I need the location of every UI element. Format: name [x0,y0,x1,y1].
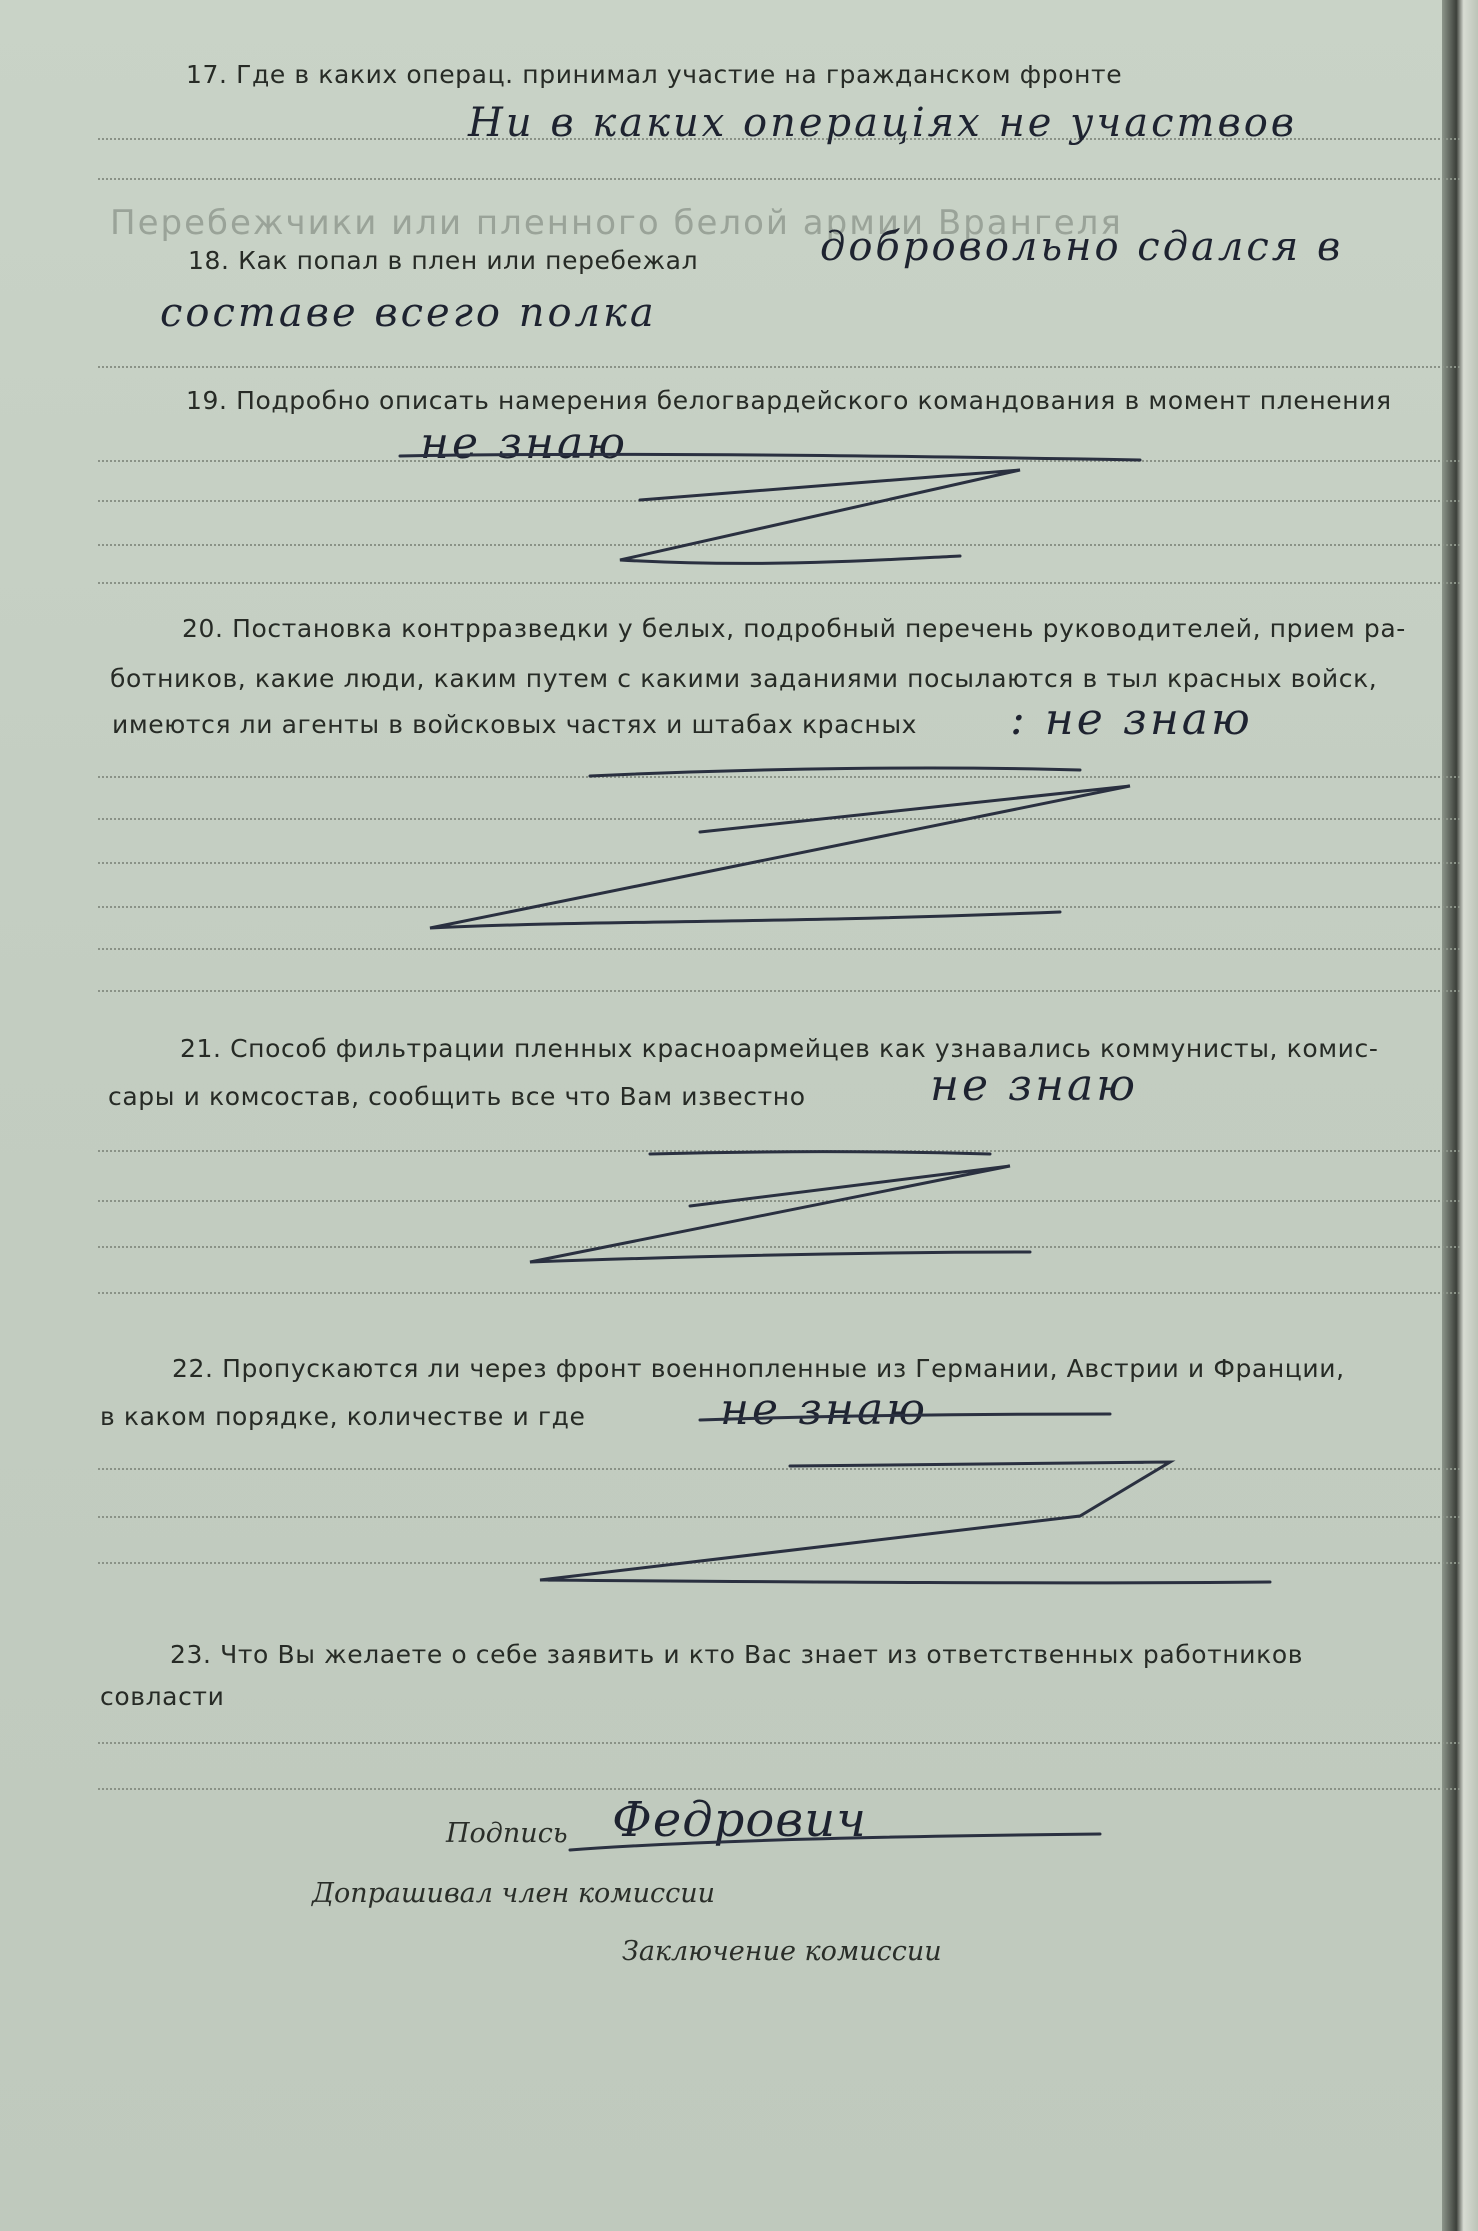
signature-label: Подпись [446,1818,568,1849]
question-20-line3: имеются ли агенты в войсковых частях и штабах красных [112,710,918,739]
answer-19-handwritten: не знаю [420,418,628,469]
answer-18-handwritten-line1: добровольно сдался в [820,224,1344,270]
answer-22-handwritten: не знаю [720,1384,928,1435]
question-18: 18. Как попал в плен или перебежал [188,246,699,275]
answer-17-handwritten: Ни в каких операціях не участвов [468,100,1298,146]
stroke-20-z [430,786,1130,928]
stroke-20-top [590,768,1080,776]
question-21-line2: сары и комсостав, сообщить все что Вам известно [108,1082,806,1111]
bleed-through-text: Перебежчики или пленного белой армии Врангеля [110,203,1123,243]
stroke-19-z [620,470,1020,563]
stroke-22-top [700,1414,1110,1420]
question-19: 19. Подробно описать намерения белогвардейского командования в момент пленения [186,386,1392,415]
answer-18-handwritten-line2: составе всего полка [160,290,657,336]
answer-20-handwritten: : не знаю [1010,694,1253,745]
question-21-line1: 21. Способ фильтрации пленных красноармейцев как узнавались коммунисты, комис- [180,1034,1379,1063]
stroke-21-z [530,1166,1030,1262]
question-20-line2: ботников, какие люди, каким путем с какими заданиями посылаются в тыл красных войск, [110,664,1378,693]
signature-flourish [570,1834,1100,1850]
question-23-line1: 23. Что Вы желаете о себе заявить и кто Вас знает из ответственных работников [170,1640,1304,1669]
question-23-line2: совласти [100,1682,225,1711]
question-22-line2: в каком порядке, количестве и где [100,1402,586,1431]
question-22-line1: 22. Пропускаются ли через фронт военнопленные из Германии, Австрии и Франции, [172,1354,1345,1383]
stroke-21-top [650,1152,990,1154]
commission-conclusion-label: Заключение комиссии [622,1936,942,1967]
interviewer-label: Допрашивал член комиссии [312,1878,716,1909]
signature-handwritten: Федрович [612,1792,868,1848]
question-17: 17. Где в каких операц. принимал участие на гражданском фронте [186,60,1123,89]
answer-21-handwritten: не знаю [930,1060,1138,1111]
stroke-19-underline [400,454,1140,460]
stroke-22-z [540,1462,1270,1583]
question-20-line1: 20. Постановка контрразведки у белых, подробный перечень руководителей, прием ра- [182,614,1406,643]
